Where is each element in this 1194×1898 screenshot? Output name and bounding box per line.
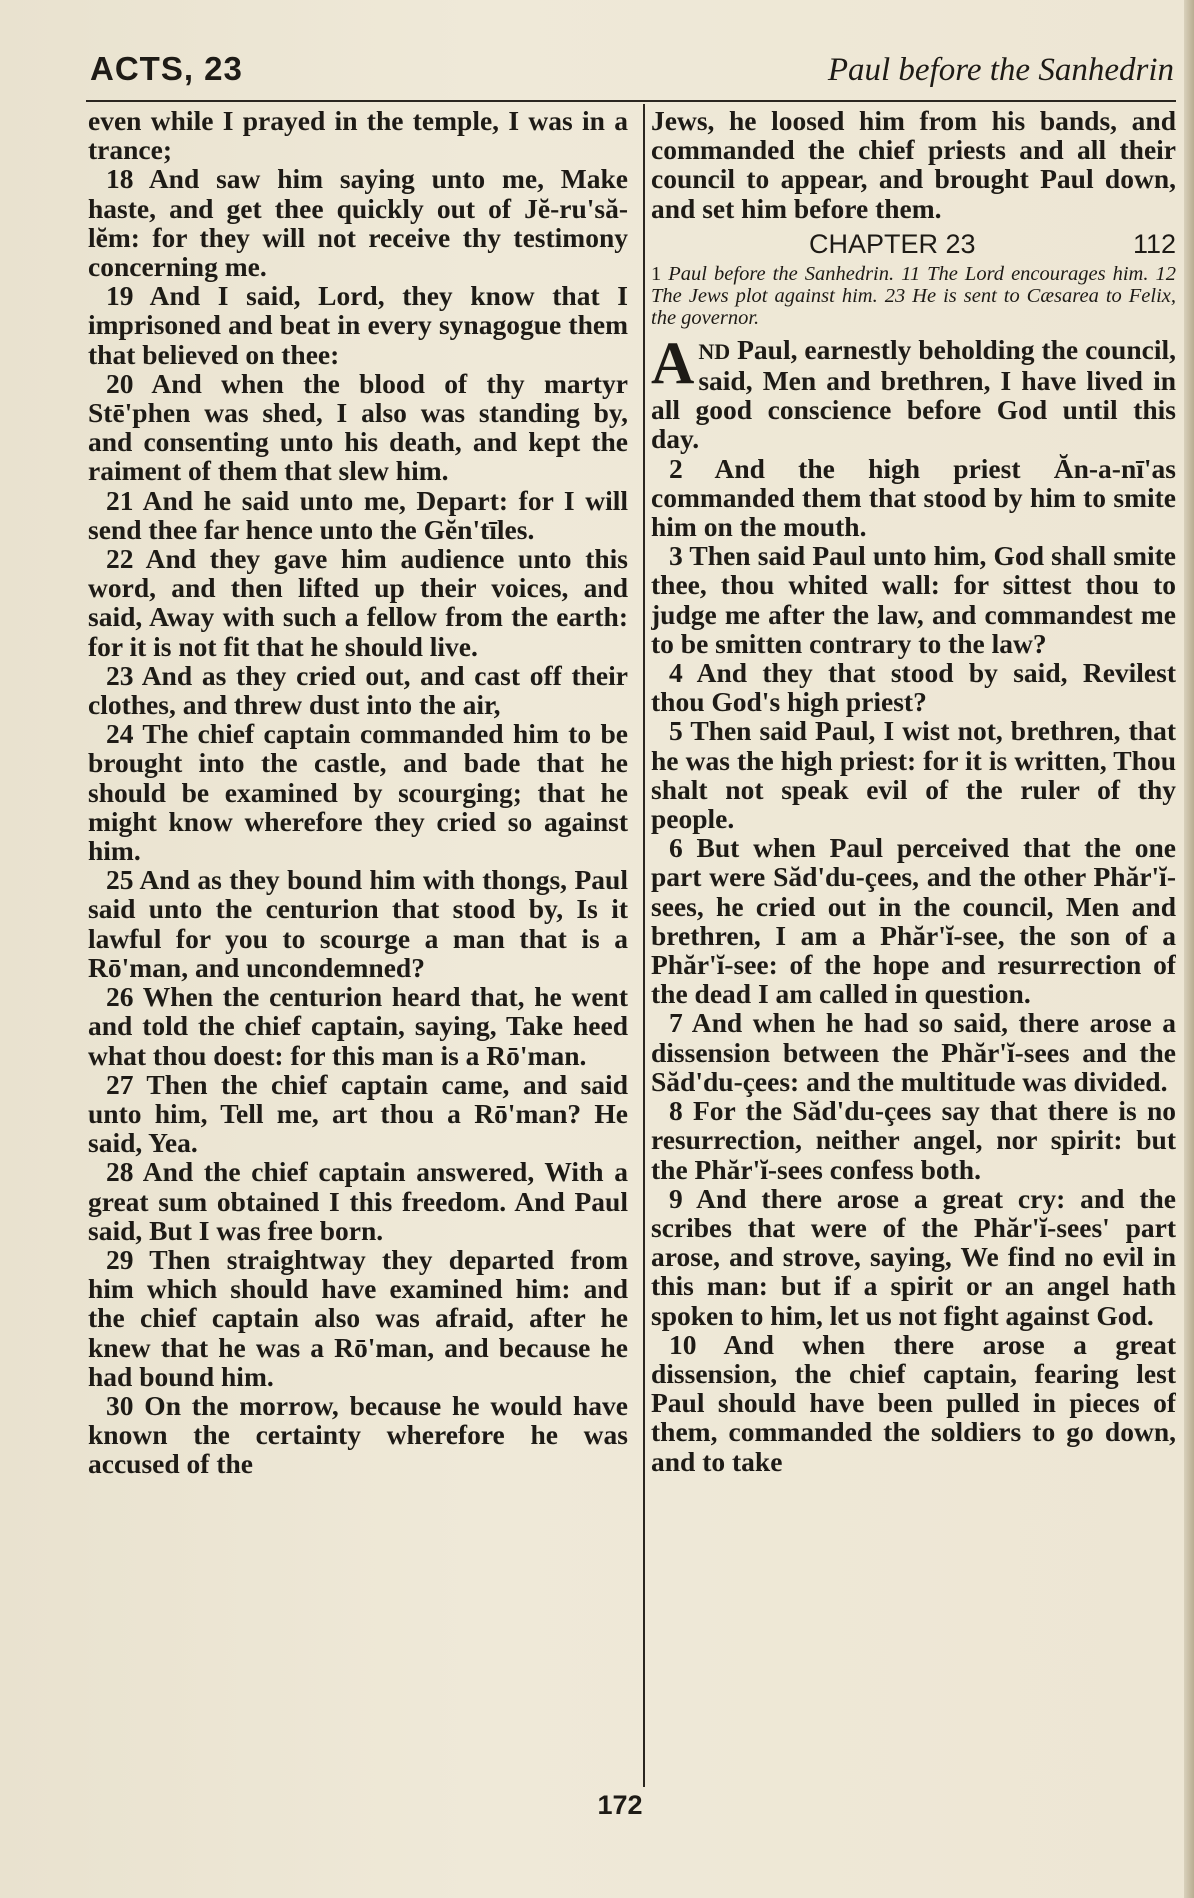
verse-text: 28 And the chief captain answered, With a great sum obtained I this freedom. And Paul said, But I was free born. [88,1156,628,1246]
verse-text: 9 And there arose a great cry: and the scribes that were of the Phăr'ĭ-sees' part arose, and strove, saying, We find no evil in this man: but if a spirit or an angel hath spoken to him, let us not fight against God. [651,1182,1176,1331]
verse-text: 18 And saw him saying unto me, Make haste, and get thee quickly out of Jĕ-ru'să-lĕm: for they will not receive thy testimony concerning me. [88,163,628,283]
verse-text: 6 But when Paul perceived that the one part were Săd'du-çees, and the other Phăr'ĭ-sees, he cried out in the council, Men and brethren, I am a Phăr'ĭ-see, the son of a Phăr'ĭ-see: of the hope and resurrection of the dead I am called in question. [651,832,1176,1010]
summary-text: Paul before the Sanhedrin. 11 The Lord encourages him. 12 The Jews plot against him. 23 He is sent to Cæsarea to Felix, the governor. [651,262,1176,329]
verse-text: 21 And he said unto me, Depart: for I will send thee far hence unto the Gĕn'tīles. [88,484,628,545]
verse-text: 3 Then said Paul unto him, God shall smite thee, thou whited wall: for sittest thou to judge me after the law, and commandest me to be smitten contrary to the law? [651,540,1176,659]
summary-verse-number: 1 [651,262,662,285]
verse-text: 19 And I said, Lord, they know that I imprisoned and beat in every synagogue them that believed on thee: [88,280,628,370]
right-column [651,106,1176,1791]
verse-text: 24 The chief captain commanded him to be brought into the castle, and bade that he should be examined by scourging; that he might know wherefore they cried so against him. [88,718,628,867]
verse-text: 27 Then the chief captain came, and said unto him, Tell me, art thou a Rō'man? He said, Yea. [88,1068,628,1159]
column-divider [643,104,645,1787]
verse-text: 10 And when there arose a great dissension, the chief captain, fearing lest Paul should have been pulled in pieces of them, commanded the soldiers to go down, and to take [651,1328,1176,1477]
chapter-summary [651,263,1176,329]
verse-text: 29 Then straightway they departed from him which should have examined him: and the chief captain also was afraid, after he knew that he was a Rō'man, and because he had bound him. [88,1243,628,1392]
chapter-heading [651,227,1176,261]
page-number: 172 [597,1790,643,1820]
verse-text: 8 For the Săd'du-çees say that there is no resurrection, neither angel, nor spirit: but the Phăr'ĭ-sees confess both. [651,1095,1176,1185]
verse-text: Jews, he loosed him from his bands, and commanded the chief priests and all their council to appear, and brought Paul down, and set him before them. [651,106,1176,224]
verse-text: 7 And when he had so said, there arose a dissension between the Phăr'ĭ-sees and the Săd'du-çees: and the multitude was divided. [651,1007,1176,1097]
verse-text: even while I prayed in the temple, I was in a trance; [88,106,628,166]
verse-text: 4 And they that stood by said, Revilest thou God's high priest? [651,657,1176,718]
first-verse [651,329,1176,455]
verse-text: 30 On the morrow, because he would have known the certainty wherefore he was accused of the [88,1389,628,1480]
verse-text: 2 And the high priest Ăn-a-nī'as commanded them that stood by him to smite him on the mouth. [651,452,1176,543]
chapter-title: CHAPTER 23 [809,228,976,259]
small-caps: ND [698,338,731,364]
running-header [80,50,1174,98]
left-column [88,106,628,1791]
first-verse-text: Paul, earnestly beholding the council, said, Men and brethren, I have lived in all good conscience before God until this day. [651,333,1176,455]
page-edge [1184,0,1194,1898]
drop-cap: A [651,329,695,396]
verse-text: 22 And they gave him audience unto this word, and then lifted up their voices, and said, Away with such a fellow from the earth: for it is not fit that he should live. [88,543,628,662]
section-heading: Paul before the Sanhedrin [827,52,1174,88]
verse-text: 5 Then said Paul, I wist not, brethren, that he was the high priest: for it is written, Thou shalt not speak evil of the ruler of thy people. [651,715,1176,835]
book-chapter-heading: ACTS, 23 [90,50,243,87]
header-rule [86,100,1176,102]
verse-text: 25 And as they bound him with thongs, Paul said unto the centurion that stood by, Is it lawful for you to scourge a man that is a Rō'man, and uncondemned? [88,864,628,983]
verse-text: 20 And when the blood of thy martyr Stē'phen was shed, I also was standing by, and consenting unto his death, and kept the raiment of them that slew him. [88,367,628,487]
verse-text: 23 And as they cried out, and cast off their clothes, and threw dust into the air, [88,659,628,721]
chapter-reference: 112 [1132,228,1176,259]
verse-text: 26 When the centurion heard that, he went and told the chief captain, saying, Take heed what thou doest: for this man is a Rō'man. [88,981,628,1071]
